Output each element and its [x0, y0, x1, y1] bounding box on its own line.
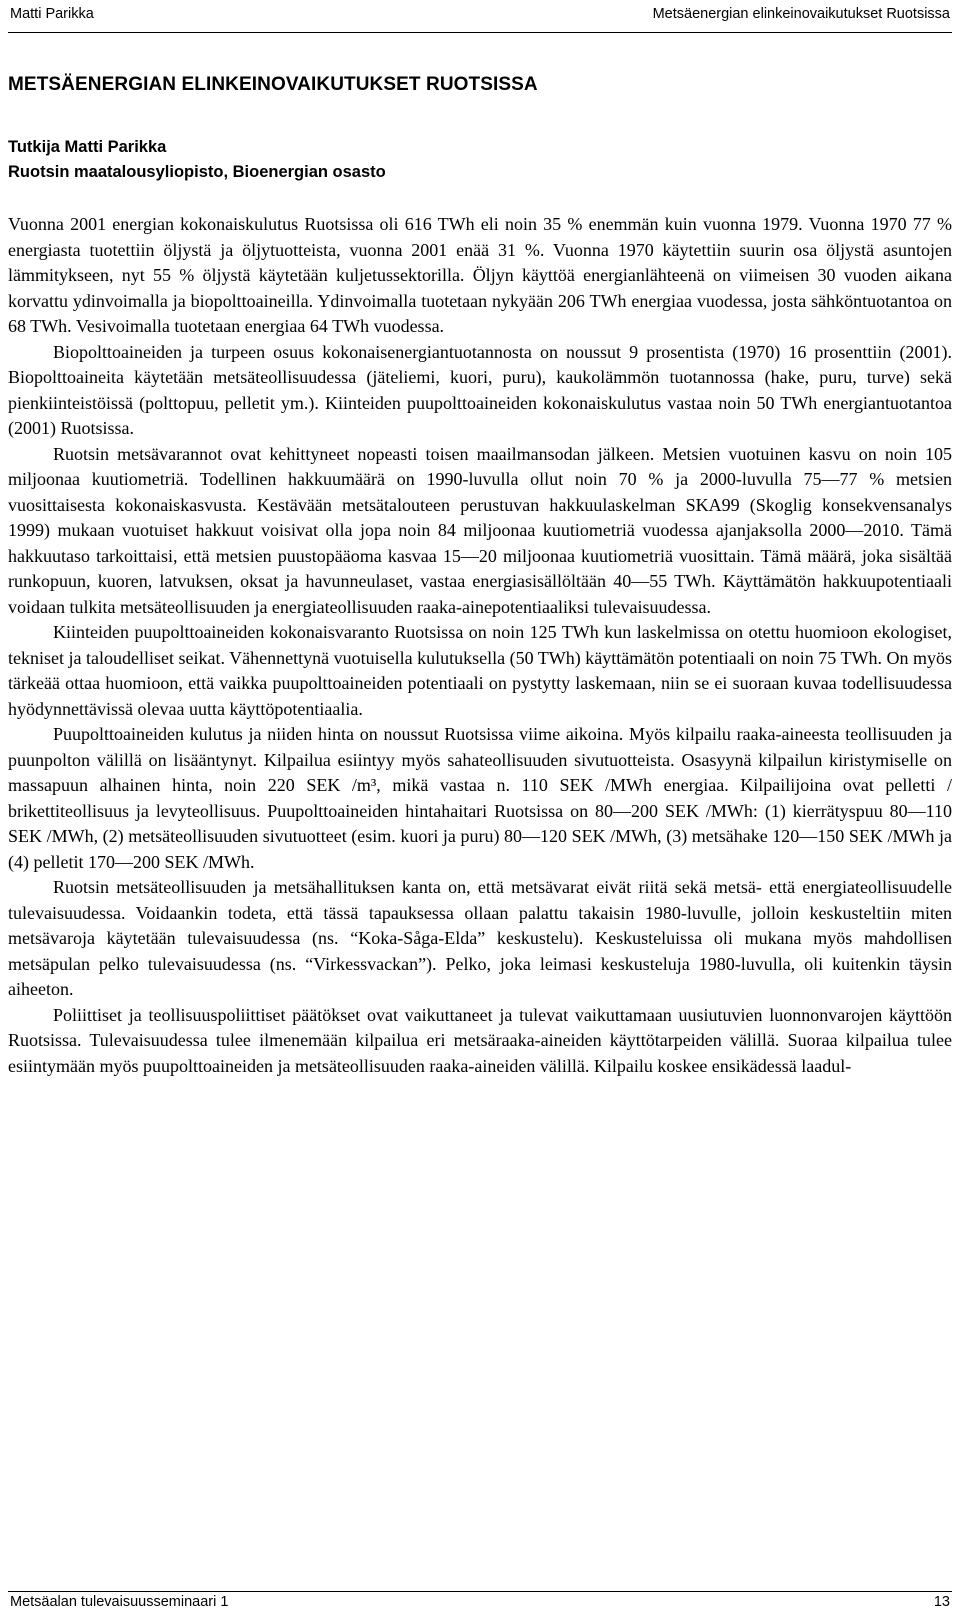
header-title: Metsäenergian elinkeinovaikutukset Ruotsissa: [652, 6, 950, 22]
author-block: [8, 135, 952, 185]
running-footer: [0, 1594, 960, 1614]
paragraph: Poliittiset ja teollisuuspoliittiset päätökset ovat vaikuttaneet ja tulevat vaikuttamaan uusiutuvien luonnonvarojen käyttöön Ruotsissa. Tulevaisuudessa tulee ilmenemään kilpailua eri metsäraaka-aineiden käyttötarpeiden välillä. Suoraa kilpailua tulee esiintymään myös puupolttoaineiden ja metsäteollisuuden raaka-aineiden välillä. Kilpailu koskee ensikädessä laadul-: [8, 1004, 952, 1076]
paragraph: Biopolttoaineiden ja turpeen osuus kokonaisenergiantuotannosta on noussut 9 prosentista (1970) 16 prosenttiin (2001). Biopolttoaineita käytetään metsäteollisuudessa (jäteliemi, kuori, puru), kaukolämmön tuotannossa (hake, puru, turve) sekä pienkiinteistöissä (polttopuu, pelletit ym.). Kiinteiden puupolttoaineiden kokonaiskulutus vastaa noin 50 TWh energiantuotantoa (2001) Ruotsissa.: [8, 341, 952, 438]
author-affiliation: Ruotsin maatalousyliopisto, Bioenergian osasto: [8, 163, 386, 181]
paragraph: Puupolttoaineiden kulutus ja niiden hinta on noussut Ruotsissa viime aikoina. Myös kilpailu raaka-aineesta teollisuuden ja puunpolton välillä on lisääntynyt. Kilpailua esiintyy myös sahateollisuuden sivutuotteista. Osasyynä kilpailun kiristymiselle on massapuun alhainen hinta, noin 220 SEK /m³, mikä vastaa n. 110 SEK /MWh energiaa. Kilpailijoina ovat pelletti / brikettiteollisuus ja levyteollisuus. Puupolttoaineiden hintahaitari Ruotsissa on 80—200 SEK /MWh: (1) kierrätyspuu 80—110 SEK /MWh, (2) metsäteollisuuden sivutuotteet (esim. kuori ja puru) 80—120 SEK /MWh, (3) metsähake 120—150 SEK /MWh ja (4) pelletit 170—200 SEK /MWh.: [8, 724, 952, 872]
article-body: [8, 212, 952, 1079]
paragraph: Ruotsin metsäteollisuuden ja metsähallituksen kanta on, että metsävarat eivät riitä sekä metsä- että energiateollisuudelle tulevaisuudessa. Voidaankin todeta, että tässä tapauksessa ollaan palattu takaisin 1980-luvulle, jolloin keskusteltiin miten metsävaroja käytetään tulevaisuudessa (ns. “Koka-Såga-Elda” keskustelu). Keskusteluissa oli mukana myös mahdollisen metsäpulan pelko tulevaisuudessa (ns. “Virkessvackan”). Pelko, joka leimasi keskusteluja 1980-luvulla, oli kuitenkin täysin aiheeton.: [8, 877, 952, 999]
page-number: 13: [933, 1594, 950, 1610]
paragraph: Vuonna 2001 energian kokonaiskulutus Ruotsissa oli 616 TWh eli noin 35 % enemmän kuin vuonna 1979. Vuonna 1970 77 % energiasta tuotettiin öljystä ja öljytuotteista, vuonna 2001 enää 31 %. Vuonna 1970 käytettiin suurin osa öljystä asuntojen lämmitykseen, nyt 55 % öljystä käytetään kuljetussektorilla. Öljyn käyttöä energianlähteenä on viimeisen 30 vuoden aikana korvattu ydinvoimalla ja biopolttoaineilla. Ydinvoimalla tuotetaan nykyään 206 TWh energiaa vuodessa, josta sähköntuotantoa on 68 TWh. Vesivoimalla tuotetaan energiaa 64 TWh vuodessa.: [8, 214, 952, 336]
header-author: Matti Parikka: [10, 6, 94, 22]
running-header: [0, 6, 960, 26]
header-rule: [8, 32, 952, 33]
article-title: METSÄENERGIAN ELINKEINOVAIKUTUKSET RUOTSISSA: [8, 74, 538, 95]
author-name: Tutkija Matti Parikka: [8, 138, 167, 156]
footer-series-title: Metsäalan tulevaisuusseminaari 1: [10, 1594, 229, 1610]
footer-rule: [8, 1591, 952, 1592]
paragraph: Kiinteiden puupolttoaineiden kokonaisvaranto Ruotsissa on noin 125 TWh kun laskelmissa on otettu huomioon ekologiset, tekniset ja taloudelliset seikat. Vähennettynä vuotuisella kulutuksella (50 TWh) käyttämätön potentiaali on noin 75 TWh. On myös tärkeää ottaa huomioon, että vaikka puupolttoaineiden potentiaali on pystytty laskemaan, niin se ei suoraan kuvaa todellisuudessa hyödynnettävissä olevaa uutta käyttöpotentiaalia.: [8, 622, 952, 719]
paragraph: Ruotsin metsävarannot ovat kehittyneet nopeasti toisen maailmansodan jälkeen. Metsien vuotuinen kasvu on noin 105 miljoonaa kuutiometriä. Todellinen hakkuumäärä on 1990-luvulla ollut noin 70 % ja 2000-luvulla 75—77 % metsien vuosittaisesta kokonaiskasvusta. Kestävään metsätalouteen perustuvan hakkuulaskelman SKA99 (Skoglig konsekvensanalys 1999) mukaan vuotuiset hakkuut voisivat olla jopa noin 84 miljoonaa kuutiometriä vuodessa ajanjaksolla 2000—2010. Tämä hakkuutaso tarkoittaisi, että metsien puustopääoma kasvaa 15—20 miljoonaa kuutiometriä vuosittain. Tämä määrä, joka sisältää runkopuun, kuoren, latvuksen, oksat ja havunneulaset, vastaa energiasisällöltään 40—55 TWh. Käyttämätön hakkuupotentiaali voidaan tulkita metsäteollisuuden ja energiateollisuuden raaka-ainepotentiaaliksi tulevaisuudessa.: [8, 443, 952, 617]
